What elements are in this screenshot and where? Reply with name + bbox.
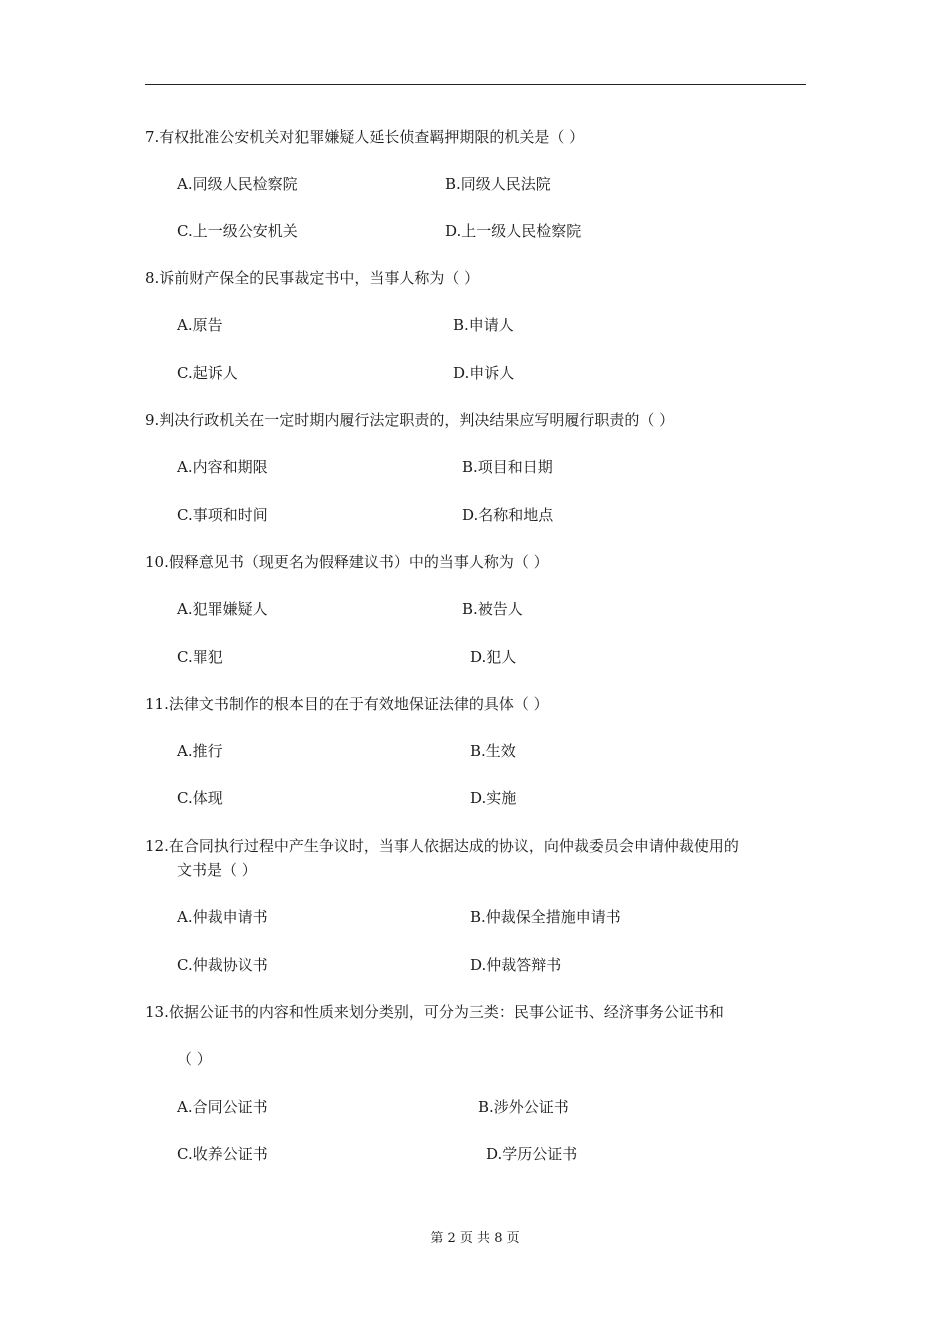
question-13-stem: 13.依据公证书的内容和性质来划分类别，可分为三类：民事公证书、经济事务公证书和 (145, 1003, 724, 1021)
question-11-option-b: B.生效 (470, 742, 516, 760)
question-10-option-a: A.犯罪嫌疑人 (177, 600, 268, 618)
question-13-option-a: A.合同公证书 (177, 1098, 268, 1116)
question-8-option-d: D.申诉人 (453, 364, 515, 382)
question-13-option-d: D.学历公证书 (486, 1145, 578, 1163)
question-12-stem-continued: 文书是（ ） (177, 861, 257, 879)
question-7-option-b: B.同级人民法院 (445, 175, 551, 193)
question-12-stem: 12.在合同执行过程中产生争议时，当事人依据达成的协议，向仲裁委员会申请仲裁使用的 (145, 837, 739, 855)
question-10-stem: 10.假释意见书（现更名为假释建议书）中的当事人称为（ ） (145, 553, 549, 571)
question-12-option-d: D.仲裁答辩书 (470, 956, 562, 974)
question-12-option-c: C.仲裁协议书 (177, 956, 268, 974)
question-10-option-d: D.犯人 (470, 648, 517, 666)
question-11-option-d: D.实施 (470, 789, 517, 807)
question-7-option-a: A.同级人民检察院 (177, 175, 298, 193)
question-8-option-b: B.申请人 (453, 316, 514, 334)
question-8-stem: 8.诉前财产保全的民事裁定书中，当事人称为（ ） (145, 269, 480, 287)
question-7-stem: 7.有权批准公安机关对犯罪嫌疑人延长侦查羁押期限的机关是（ ） (145, 128, 585, 146)
question-12-option-b: B.仲裁保全措施申请书 (470, 908, 621, 926)
question-9-option-d: D.名称和地点 (462, 506, 554, 524)
question-7-option-c: C.上一级公安机关 (177, 222, 298, 240)
question-10-option-c: C.罪犯 (177, 648, 223, 666)
question-9-stem: 9.判决行政机关在一定时期内履行法定职责的，判决结果应写明履行职责的（ ） (145, 411, 675, 429)
question-9-option-a: A.内容和期限 (177, 458, 268, 476)
question-11-option-c: C.体现 (177, 789, 223, 807)
question-13-option-b: B.涉外公证书 (478, 1098, 569, 1116)
question-8-option-a: A.原告 (177, 316, 223, 334)
question-13-stem-continued: （ ） (177, 1050, 212, 1068)
header-rule (145, 84, 806, 85)
question-12-option-a: A.仲裁申请书 (177, 908, 268, 926)
question-7-option-d: D.上一级人民检察院 (445, 222, 582, 240)
question-9-option-c: C.事项和时间 (177, 506, 268, 524)
question-9-option-b: B.项目和日期 (462, 458, 553, 476)
question-11-option-a: A.推行 (177, 742, 223, 760)
question-13-option-c: C.收养公证书 (177, 1145, 268, 1163)
question-11-stem: 11.法律文书制作的根本目的在于有效地保证法律的具体（ ） (145, 695, 549, 713)
question-8-option-c: C.起诉人 (177, 364, 238, 382)
page-footer: 第 2 页 共 8 页 (430, 1231, 520, 1246)
question-10-option-b: B.被告人 (462, 600, 523, 618)
